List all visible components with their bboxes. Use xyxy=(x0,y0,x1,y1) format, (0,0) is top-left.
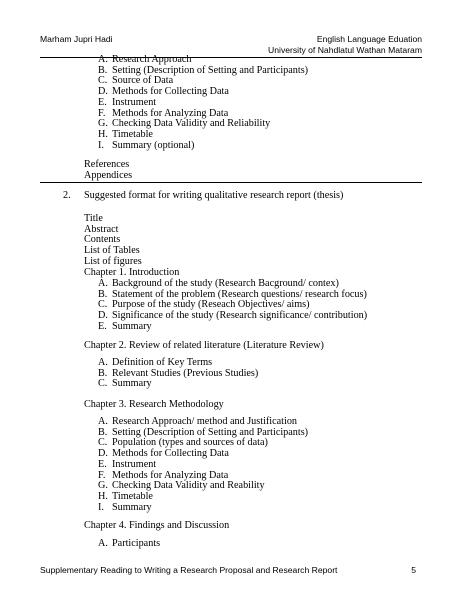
proposal-list-item xyxy=(98,141,194,152)
list-text: Background of the study (Research Bacground/ contex) xyxy=(112,278,339,289)
list-text: Setting (Description of Setting and Participants) xyxy=(112,426,309,438)
header-institution xyxy=(268,34,422,56)
list-marker: G. xyxy=(98,480,108,492)
list-marker: B. xyxy=(98,288,108,300)
list-text: Purpose of the study (Reseach Objectives/ aims) xyxy=(112,299,310,311)
list-marker: A. xyxy=(98,357,108,368)
front-matter-item: Contents xyxy=(84,234,121,246)
list-text: Research Approach/ method and Justification xyxy=(112,416,298,427)
list-marker: E. xyxy=(98,96,107,108)
list-marker: C. xyxy=(98,299,108,311)
list-text: Summary xyxy=(112,320,152,332)
list-marker: A. xyxy=(98,538,108,549)
chapter-4-item xyxy=(98,539,160,550)
list-text: Instrument xyxy=(112,458,157,470)
list-marker: B. xyxy=(98,426,108,438)
list-text: Significance of the study (Research significance/ contribution) xyxy=(112,310,368,322)
list-text: Research Approach xyxy=(112,54,192,65)
page-number: 5 xyxy=(411,565,416,575)
list-text: Checking Data Validity and Reability xyxy=(112,480,265,492)
list-text: Timetable xyxy=(112,490,153,502)
chapter-3-title: Chapter 3. Research Methodology xyxy=(84,399,224,410)
list-marker: H. xyxy=(98,128,108,140)
front-matter-item: List of figures xyxy=(84,255,142,267)
header-university: University of Nahdlatul Wathan Mataram xyxy=(268,45,422,55)
list-marker: A. xyxy=(98,416,108,427)
front-matter-item: Title xyxy=(84,213,103,224)
list-text: Summary xyxy=(112,378,152,390)
front-matter-item: List of Tables xyxy=(84,245,140,257)
list-text: Summary (optional) xyxy=(112,139,195,151)
list-marker: B. xyxy=(98,64,108,76)
list-marker: F. xyxy=(98,469,106,481)
header-program: English Language Eduation xyxy=(316,34,422,44)
section-divider xyxy=(40,182,422,183)
list-text: Methods for Analyzing Data xyxy=(112,107,229,119)
front-matter-item: Abstract xyxy=(84,223,119,235)
footer-text: Supplementary Reading to Writing a Research Proposal and Research Report xyxy=(40,565,338,575)
list-text: Source of Data xyxy=(112,75,174,87)
chapter-2-item xyxy=(98,379,152,390)
list-text: Methods for Collecting Data xyxy=(112,86,229,98)
list-marker: C. xyxy=(98,437,108,449)
list-marker: D. xyxy=(98,448,108,460)
list-marker: 2. xyxy=(63,190,71,201)
list-text: Relevant Studies (Previous Studies) xyxy=(112,367,259,379)
list-text: Setting (Description of Setting and Participants) xyxy=(112,64,309,76)
list-text: Summary xyxy=(112,501,152,513)
list-marker: G. xyxy=(98,118,108,130)
chapter-1-title: Chapter 1. Introduction xyxy=(84,267,180,278)
chapter-3-item xyxy=(98,503,152,514)
appendices-label: Appendices xyxy=(84,170,133,181)
chapter-4-title: Chapter 4. Findings and Discussion xyxy=(84,520,230,531)
list-text: Checking Data Validity and Reliability xyxy=(112,118,271,130)
list-text: Instrument xyxy=(112,96,157,108)
list-text: Methods for Analyzing Data xyxy=(112,469,229,481)
list-marker: A. xyxy=(98,278,108,289)
chapter-2-title: Chapter 2. Review of related literature (Literature Review) xyxy=(84,340,324,351)
list-marker: H. xyxy=(98,490,108,502)
numbered-item-2 xyxy=(63,191,343,202)
list-marker: C. xyxy=(98,75,108,87)
list-marker: C. xyxy=(98,378,108,390)
list-marker: E. xyxy=(98,458,107,470)
list-marker: E. xyxy=(98,320,107,332)
list-marker: D. xyxy=(98,86,108,98)
list-marker: F. xyxy=(98,107,106,119)
list-text: Participants xyxy=(112,538,161,549)
list-marker: A. xyxy=(98,54,108,65)
list-text: Methods for Collecting Data xyxy=(112,448,229,460)
list-text: Statement of the problem (Research questions/ research focus) xyxy=(112,288,367,300)
list-text: Definition of Key Terms xyxy=(112,357,213,368)
list-text: Population (types and sources of data) xyxy=(112,437,268,449)
list-text: Suggested format for writing qualitative research report (thesis) xyxy=(84,190,344,201)
references-label: References xyxy=(84,159,130,170)
list-marker: I. xyxy=(98,501,104,513)
list-text: Timetable xyxy=(112,128,153,140)
chapter-1-item xyxy=(98,322,152,333)
list-marker: B. xyxy=(98,367,108,379)
list-marker: D. xyxy=(98,310,108,322)
header-author: Marham Jupri Hadi xyxy=(40,34,113,44)
list-marker: I. xyxy=(98,139,104,151)
